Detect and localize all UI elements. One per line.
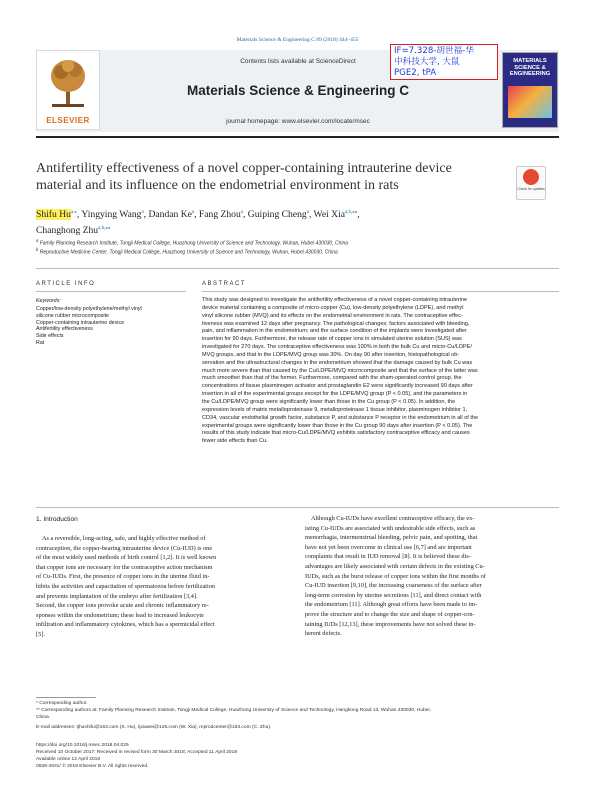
keyword-item: Rat [36,339,45,346]
body-line: of Cu-IUDs. First, the presence of copper ions in the uterine fluid in- [36,573,210,581]
abstract-line: pain, and inflammation in the endometrium; and the surface condition of the implants were investigated after [202,328,467,335]
abstract-line: tiveness was examined 12 days after pregnancy. The pathological changes; factors associated with bleeding, [202,320,470,327]
check-for-updates-icon [523,169,539,185]
keywords-label: Keywords: [36,298,61,304]
abstract-line: expression levels of matrix metalloproteinase 9, metalloproteinase 1 tissue inhibitor, plasminogen inhibitor 1, [202,406,468,413]
abstract-line: much more severe than that caused by the Cu/LDPE/MVQ microcomposite and that the surface of the latter was [202,367,478,374]
keyword-list [36,306,186,347]
intro-left-column [36,534,290,640]
affiliation-a-text: Family Planning Research Institute, Tongji Medical College, Huazhong University of Science and Technology, Wuhan, Hubei 430030, China [39,240,349,247]
journal-title: Materials Science & Engineering C [186,83,410,98]
footnote-corresponding: * Corresponding author. [36,701,88,706]
stamp-line-1: IF=7.328-胡世福-华 [394,46,474,56]
abstract-line: experimental groups were significantly lower than those in the Cu group 90 days after insertion (P < 0.05). The [202,422,473,429]
body-line: IUDs, such as the burst release of copper ions within the first months of [305,572,486,580]
body-line: menorrhagia, intermenstrual bleeding, pelvic pain, and spotting, that [305,534,478,542]
body-line: Although Cu-IUDs have excellent contraceptive efficacy, the ex- [305,515,475,522]
body-line: contraception, the copper-bearing intrauterine device (Cu-IUD) is one [36,544,213,552]
body-line: prove the structure and to change the size and shape of copper-con- [305,610,475,618]
body-line: complaints that result in IUD removal [8]. It is believed these dis- [305,553,471,561]
article-info-heading: ARTICLE INFO [36,281,96,287]
first-author-highlight: Shifu Hu [36,209,71,221]
abstract-line: device material containing a composite of micro-copper (Cu), low-density polyethylene (LDPE), and methyl [202,304,464,311]
authors-line-1[interactable]: Shifu $Hu^{a,⁎}$, Yingying Wang$^a$, Dandan Ke$^a$, Fang Zhou$^a$, Guiping Cheng$^a$, Wei Xia$^{a,b,⁎⁎}$, [36,209,360,221]
contents-line[interactable]: Contents lists available at ScienceDirect [240,58,356,65]
body-line: advantages are likely associated with certain defects in the existing Cu- [305,562,485,570]
abstract-line: insertion in all of the experimental groups except for the LDPE/MVQ group (P < 0.05), and the parameters in [202,391,468,398]
abstract-line: CD34, vascular endothelial growth factor, substance P, and substance P receptor in the endometrium in all of the [202,414,479,421]
affiliation-rule [36,268,559,269]
body-line: long-term corrosion by uterine secretions [11], and direct contact with [305,591,482,599]
check-for-updates-label: Check for updates [517,187,545,191]
footnote-corresponding-authors-cont: China. [36,715,51,720]
title-line-1: Antifertility effectiveness of a novel copper-containing intrauterine device [36,161,452,176]
journal-homepage[interactable]: journal homepage: www.elsevier.com/locate/msec [226,118,370,125]
abstract-line: fewer side effects than Cu. [202,438,268,445]
issn-copyright: 0928-4931/ © 2018 Elsevier B.V. All rights reserved. [36,764,149,769]
publisher-name: ELSEVIER [46,116,90,125]
body-line: hibits the activities and capacitation of spermatozoa before fertilization [36,582,216,590]
body-line: isting Cu-IUDs are associated with undesirable side effects, such as [305,524,476,532]
footnote-corresponding-authors: ** Corresponding authors at: Family Planning Research Institute, Tongji Medical College, Huazhong University of Science and Technology, Hangkong Road 13, Wuhan 430030, Hubei, [36,708,431,713]
received-dates: Received 10 October 2017; Received in revised form 30 March 2018; Accepted 11 April 2018 [36,750,238,755]
body-line: taining IUDs [12,13], these improvements have not solved these in- [305,620,476,628]
journal-citation-line[interactable]: Materials Science & Engineering C 89 (2018) 444–455 [236,37,359,43]
body-line: Second, the copper ions provoke acute and chronic inflammatory re- [36,602,209,610]
doi-link[interactable]: https://doi.org/10.1016/j.msec.2018.04.025 [36,743,129,748]
abstract-line: This study was designed to investigate the antifertility effectiveness of a novel copper-containing intrauterine [202,297,468,303]
authors-line-2[interactable]: Changhong Zhu$^{a,b,⁎⁎}$ [36,225,111,237]
abstract-line: insertion for 90 days. Furthermore, the release rate of copper ions in simulated uterine solution (SUS) was [202,336,462,343]
abstract-line: vinyl silicone rubber (MVQ) and its effects on the endometrial environment in rats. The contraceptive effec- [202,312,463,319]
keyword-item: Side effects [36,333,64,340]
intro-right-column [305,514,559,639]
stamp-line-2: 中科技大学, 大鼠 [394,57,460,67]
keyword-item: silicone rubber microcomposite [36,312,110,319]
journal-cover-title: MATERIALS SCIENCE & ENGINEERING [509,58,551,77]
email-addresses[interactable]: E-mail addresses: tjhushifu@163.com (S. Hu), tjxiawei@126.com (W. Xia), reprodcenter@163.com (C. Zhu). [36,725,272,730]
body-line: the endometrium [11]. Although great efforts have been made to im- [305,601,478,609]
journal-cover-art [508,86,552,118]
footnote-rule [36,697,96,698]
abstract-line: investigated for 270 days. The contraceptive effectiveness was 100% in both the bulk Cu and micro-Cu/LDPE/ [202,344,472,351]
abstract-line: concentrations of tissue plasminogen activator and prostaglandin E2 were significantly increased 90 days after [202,383,473,390]
keyword-item: Copper/low-density polyethylene/methyl vinyl [36,306,142,312]
affiliation-a: $^a$ Family Planning Research Institute, Tongji Medical College, Huazhong University of Science and Technology, Wuhan, Hubei 430030, China [36,238,349,247]
abstract-heading: ABSTRACT [202,281,247,287]
introduction-heading: 1. Introduction [36,516,78,523]
abstract-body [202,297,558,446]
article-info-rule [36,291,186,292]
stamp-line-3: PGE2, tPA [394,68,437,78]
elsevier-tree-icon [48,56,88,108]
body-line: herent defects. [305,630,342,638]
abstract-line: much smoother than that of the former. Furthermore, compared with the sham-operated control group, the [202,375,462,382]
body-line: and prevents implantation of the embryo after fertilization [3,4]. [36,592,198,600]
author-list [36,206,556,238]
affiliation-b-text: Reproductive Medicine Center, Tongji Medical College, Huazhong University of Science and Technology, Wuhan, Hubei 430030, China [39,249,338,256]
abstract-rule [202,291,559,292]
affiliation-b: $^b$ Reproductive Medicine Center, Tongji Medical College, Huazhong University of Science and Technology, Wuhan, Hubei 430030, China [36,247,338,256]
body-line: of the most widely used methods of birth control [1,2]. It is well known [36,554,217,562]
body-line: As a reversible, long-acting, safe, and highly effective method of [36,535,206,542]
abstract-line: MVQ groups, and that in the LDPE/MVQ group was 30%. On day 90 after insertion, histopathological ob- [202,351,460,358]
article-title [36,160,466,194]
body-line: that copper ions are necessary for the contraceptive action mechanism [36,563,213,571]
body-line: Cu-IUD insertion [9,10], the increasing coarseness of the surface after [305,582,482,590]
keyword-item: Antifertility effectiveness [36,326,93,333]
body-line: sponses within the endometrium; these lead to increased leukocyte [36,611,204,619]
abstract-line: the Cu/LDPE/MVQ group were significantly lower than those in the Cu group (P < 0.05). In addition, the [202,398,456,405]
body-line: infiltration and inflammatory cytokines, which has a spermicidal effect [36,621,215,629]
keyword-item: Copper-containing intrauterine device [36,319,125,326]
header-rule [36,136,559,138]
annotation-stamp [390,44,498,80]
abstract-line: servation and the ultrastructural changes in the endometrium showed that the damage caused by bulk Cu was [202,359,473,366]
abstract-line: results of this study indicate that micro-Cu/LDPE/MVQ exhibits satisfactory contraceptive efficacy and causes [202,430,470,437]
body-line: [5]. [36,630,45,638]
title-line-2: material and its influence on the endometrial environment in rats [36,178,399,193]
abstract-bottom-rule [36,507,559,508]
body-line: have not yet been overcome in clinical use [6,7] and are important [305,543,472,551]
available-online: Available online 12 April 2018 [36,757,101,762]
